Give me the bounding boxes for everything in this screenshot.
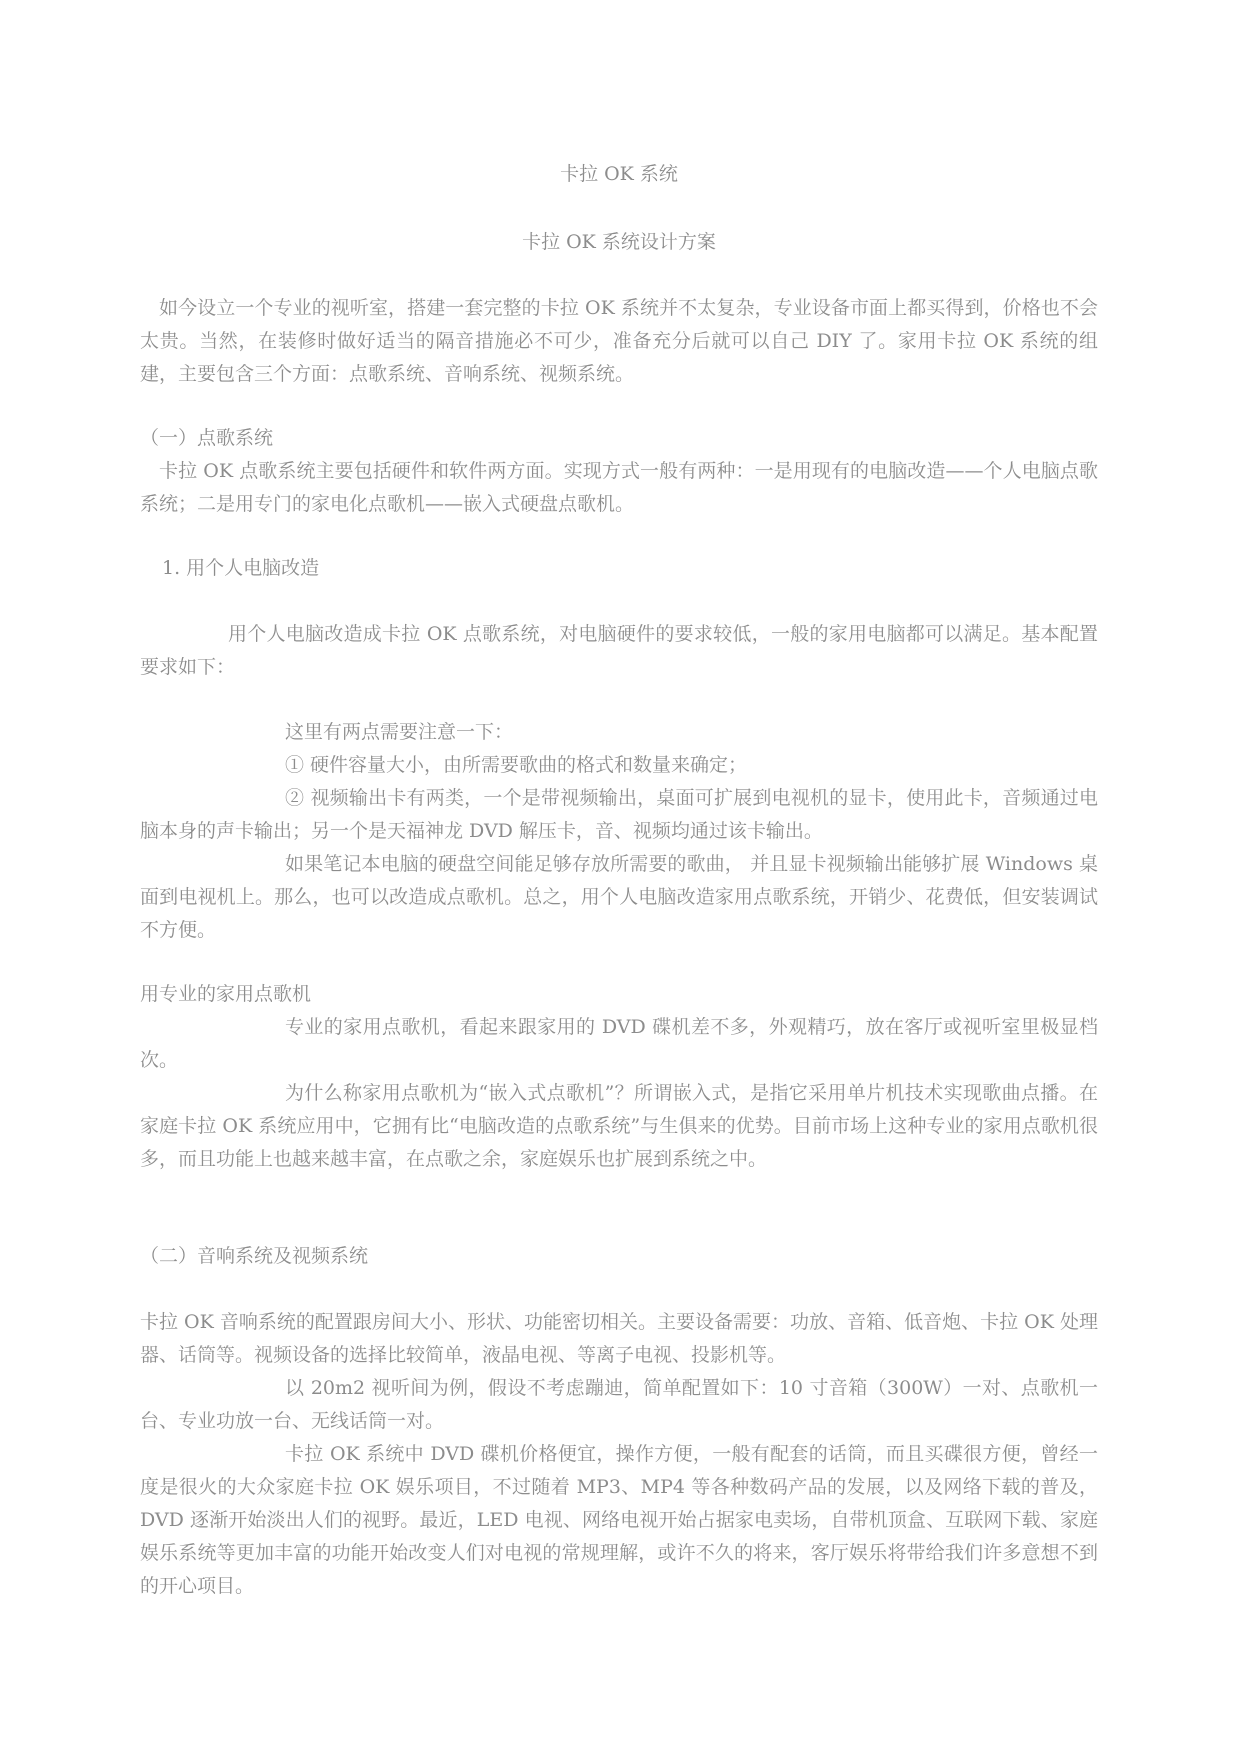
intro-paragraph: 如今设立一个专业的视听室，搭建一套完整的卡拉 OK 系统并不太复杂，专业设备市面上都买得到，价格也不会太贵。当然，在装修时做好适当的隔音措施必不可少，准备充分后就可以自己 DIY 了。家用卡拉 OK 系统的组建，主要包含三个方面：点歌系统、音响系统、视频系统。	[140, 297, 1098, 385]
paragraph-room-example: 以 20m2 视听间为例，假设不考虑蹦迪，简单配置如下：10 寸音箱（300W）一对、点歌机一台、专业功放一台、无线话筒一对。	[140, 1377, 1098, 1432]
section-paragraph-song-system: 卡拉 OK 点歌系统主要包括硬件和软件两方面。实现方式一般有两种：一是用现有的电脑改造——个人电脑点歌系统；二是用专门的家电化点歌机——嵌入式硬盘点歌机。	[140, 460, 1098, 515]
paragraph-audio-config: 卡拉 OK 音响系统的配置跟房间大小、形状、功能密切相关。主要设备需要：功放、音箱、低音炮、卡拉 OK 处理器、话筒等。视频设备的选择比较简单，液晶电视、等离子电视、投影机等。	[140, 1311, 1098, 1366]
paragraph-pc-requirements: 用个人电脑改造成卡拉 OK 点歌系统，对电脑硬件的要求较低，一般的家用电脑都可以满足。基本配置要求如下：	[140, 623, 1098, 678]
subheading-home-player: 用专业的家用点歌机	[140, 983, 312, 1005]
section-heading-audio-video: （二）音响系统及视频系统	[140, 1245, 369, 1267]
paragraph-dvd-player: 卡拉 OK 系统中 DVD 碟机价格便宜，操作方便，一般有配套的话筒，而且买碟很方便，曾经一度是很火的大众家庭卡拉 OK 娱乐项目，不过随着 MP3、MP4 等各种数码产品的发展，以及网络下载的普及，DVD 逐渐开始淡出人们的视野。最近，LED 电视、网络电视开始占据家电卖场，自带机顶盒、互联网下载、家庭娱乐系统等更加丰富的功能开始改变人们对电视的常规理解，或许不久的将来，客厅娱乐将带给我们许多意想不到的开心项目。	[140, 1443, 1098, 1597]
document-subtitle: 卡拉 OK 系统设计方案	[522, 231, 716, 253]
note-item-1: ① 硬件容量大小，由所需要歌曲的格式和数量来确定；	[285, 754, 748, 776]
document-title: 卡拉 OK 系统	[560, 163, 678, 185]
note-intro: 这里有两点需要注意一下：	[285, 721, 514, 743]
paragraph-home-player-2: 为什么称家用点歌机为“嵌入式点歌机”？所谓嵌入式，是指它采用单片机技术实现歌曲点播。在家庭卡拉 OK 系统应用中，它拥有比“电脑改造的点歌系统”与生俱来的优势。目前市场上这种专业的家用点歌机很多，而且功能上也越来越丰富，在点歌之余，家庭娱乐也扩展到系统之中。	[140, 1082, 1098, 1170]
section-heading-song-system: （一）点歌系统	[140, 427, 274, 449]
subheading-pc-modification: 1. 用个人电脑改造	[162, 557, 320, 579]
paragraph-notebook: 如果笔记本电脑的硬盘空间能足够存放所需要的歌曲， 并且显卡视频输出能够扩展 Windows 桌面到电视机上。那么，也可以改造成点歌机。总之，用个人电脑改造家用点歌系统，开销少、花费低，但安装调试不方便。	[140, 853, 1098, 941]
paragraph-home-player-1: 专业的家用点歌机，看起来跟家用的 DVD 碟机差不多，外观精巧，放在客厅或视听室里极显档次。	[140, 1016, 1098, 1071]
note-item-2: ② 视频输出卡有两类，一个是带视频输出，桌面可扩展到电视机的显卡，使用此卡，音频通过电脑本身的声卡输出；另一个是天福神龙 DVD 解压卡，音、视频均通过该卡输出。	[140, 787, 1098, 842]
